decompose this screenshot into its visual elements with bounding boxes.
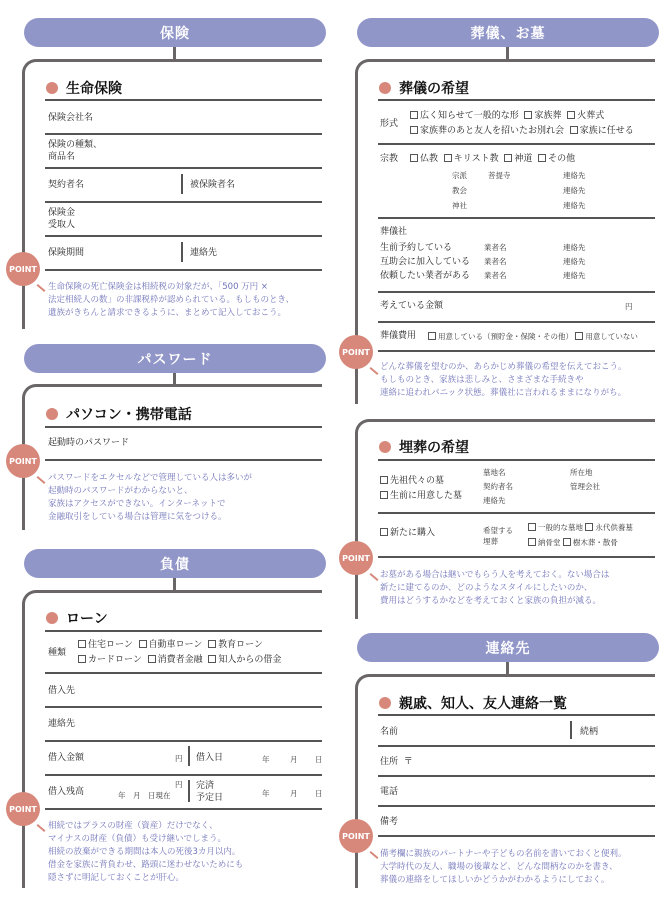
point-badge	[6, 252, 40, 286]
checkbox-education-loan[interactable]	[208, 640, 263, 650]
field-location[interactable]: 所在地	[570, 468, 593, 477]
checkbox-cost-prepared[interactable]	[428, 332, 573, 341]
checkbox-icon	[139, 640, 147, 648]
note-line: 費用はどうするかなどを考えておくと家族の負担が減る。	[380, 596, 602, 606]
divider	[378, 714, 655, 716]
checkbox-cremation[interactable]	[567, 111, 604, 121]
field-company[interactable]: 保険会社名	[48, 113, 94, 123]
note-line: パスワードをエクセルなどで管理している人は多いが	[48, 473, 253, 483]
password-note	[48, 472, 252, 524]
year-unit: 年	[262, 755, 270, 764]
option-label: 生前に用意した墓	[390, 491, 463, 501]
checkbox-icon	[524, 111, 532, 119]
option-label: 家族葬のあと友人を招いたお別れ会	[420, 126, 565, 136]
field-startup-password[interactable]: 起動時のパスワード	[48, 438, 130, 448]
bullet-dot-icon	[46, 82, 58, 94]
divider	[378, 143, 655, 145]
checkbox-icon	[208, 640, 216, 648]
bullet-dot-icon	[379, 82, 391, 94]
loan-kinds-row2	[78, 654, 281, 666]
divider	[378, 556, 655, 558]
option-label: 用意している（預貯金・保険・その他）	[438, 332, 573, 341]
divider	[45, 269, 322, 271]
yen-unit: 円	[175, 780, 183, 789]
month-unit: 月	[290, 789, 298, 798]
title-text: 埋葬の希望	[399, 440, 469, 456]
checkbox-icon	[380, 528, 388, 536]
checkbox-icon	[570, 126, 578, 134]
note-line: 葬儀の連絡をしてほしいかどうかがわかるようにしておく。	[380, 875, 610, 885]
divider	[45, 459, 322, 461]
note-line: 生命保険の死亡保険金は相続税の対象だが、「500 万円 ×	[48, 282, 269, 292]
checkbox-shinto[interactable]	[504, 154, 532, 164]
section-header-funeral	[357, 18, 659, 47]
form-row1	[410, 110, 604, 122]
point-badge	[339, 541, 373, 575]
checkbox-personal-loan[interactable]	[208, 655, 281, 665]
field-management[interactable]: 管理会社	[570, 482, 600, 491]
life-insurance-title	[46, 78, 122, 98]
field-lender[interactable]: 借入先	[48, 686, 76, 696]
divider	[378, 745, 655, 747]
option-label: 広く知らせて一般的な形	[420, 111, 519, 121]
divider	[45, 630, 322, 632]
note-line: 起動時のパスワードがわからないと、	[48, 486, 193, 496]
divider	[45, 201, 322, 203]
divider	[45, 99, 322, 101]
checkbox-christianity[interactable]	[444, 154, 499, 164]
funeral-note	[380, 361, 627, 400]
point-badge	[6, 444, 40, 478]
checkbox-icon	[575, 332, 583, 340]
religion-field-temple[interactable]: 菩提寺	[488, 171, 511, 180]
checkbox-card-loan[interactable]	[78, 655, 142, 665]
religion-field-contact[interactable]: 連絡先	[563, 171, 586, 180]
funeral-company-label: 葬儀社	[380, 227, 408, 237]
field-address[interactable]	[380, 756, 413, 768]
section-header-password	[24, 344, 326, 373]
field-amount[interactable]: 借入金額	[48, 753, 85, 763]
day-unit: 日	[315, 789, 323, 798]
religion-field-sect[interactable]: 宗派	[452, 171, 467, 180]
company-row-vendor[interactable]: 業者名	[484, 257, 507, 266]
divider	[45, 235, 322, 237]
section-header-contacts	[357, 633, 659, 662]
column-separator	[188, 746, 190, 766]
option-label: 家族葬	[534, 111, 562, 121]
line: 予定日	[196, 793, 224, 803]
divider	[378, 775, 655, 777]
field-type-label[interactable]	[48, 139, 102, 163]
column-separator	[570, 721, 572, 739]
field-borrow-date[interactable]: 借入日	[196, 753, 224, 763]
field-contractor[interactable]: 契約者名	[48, 180, 85, 190]
point-badge	[339, 819, 373, 853]
checkbox-perpetual-memorial[interactable]	[585, 523, 633, 532]
divider	[45, 740, 322, 742]
note-line: もしものとき、家族は悲しみと、さまざまな手続きや	[380, 375, 584, 385]
field-contact[interactable]: 連絡先	[190, 248, 218, 258]
section-header-label: 負債	[160, 556, 190, 573]
note-line: 連絡に追われパニック状態。葬儀社に言われるままになりがち。	[380, 388, 627, 398]
option-label: 永代供養墓	[595, 523, 633, 532]
field-contact[interactable]: 連絡先	[48, 719, 76, 729]
option-label: 一般的な墓地	[538, 523, 583, 532]
field-phone[interactable]: 電話	[380, 787, 399, 797]
kind-label: 種類	[48, 648, 67, 658]
column-separator	[188, 780, 190, 802]
checkbox-icon	[410, 154, 418, 162]
note-line: 借金を家族に背負わせ、路頭に迷わせないためにも	[48, 860, 244, 870]
wish-label	[483, 525, 513, 547]
divider	[45, 774, 322, 776]
checkbox-family-funeral[interactable]	[524, 111, 561, 121]
checkbox-icon	[380, 491, 388, 499]
divider	[45, 808, 322, 810]
religion-field-shrine[interactable]: 神社	[452, 201, 467, 210]
as-of-date: 年 月 日現在	[118, 791, 171, 800]
wish-row1	[528, 522, 633, 533]
note-line: お墓がある場合は継いでもらう人を考えておく。ない場合は	[380, 570, 610, 580]
point-label: POINT	[9, 264, 37, 274]
address-label: 住所	[380, 757, 399, 767]
checkbox-cost-not-prepared[interactable]	[575, 332, 638, 341]
day-unit: 日	[315, 755, 323, 764]
option-label: 消費者金融	[157, 655, 203, 665]
line: 希望する	[483, 526, 513, 535]
checkbox-icon	[504, 154, 512, 162]
field-balance[interactable]: 借入残高	[48, 787, 85, 797]
point-badge	[6, 792, 40, 826]
insurance-note	[48, 281, 294, 320]
bullet-dot-icon	[379, 441, 391, 453]
note-line: 隠さずに明記しておくことが肝心。	[48, 873, 185, 883]
option-label: 先祖代々の墓	[390, 476, 445, 486]
section-header-label: 連絡先	[485, 640, 531, 657]
option-label: 住宅ローン	[88, 640, 133, 650]
option-label: その他	[548, 154, 576, 164]
checkbox-general-cemetery[interactable]	[528, 523, 583, 532]
note-line: 相続ではプラスの財産（資産）だけでなく、	[48, 821, 218, 831]
divider	[45, 167, 322, 169]
checkbox-icon	[567, 111, 575, 119]
point-label: POINT	[9, 456, 37, 466]
burial-note	[380, 569, 609, 608]
line: 保険金	[48, 208, 76, 218]
postal-mark: 〒	[403, 757, 413, 767]
checkbox-icon	[78, 640, 86, 648]
divider	[378, 459, 655, 461]
option-label: 教育ローン	[218, 640, 263, 650]
note-line: 家族はアクセスができない。インターネットで	[48, 499, 226, 509]
loan-kinds-row1	[78, 639, 263, 651]
yen-unit: 円	[625, 302, 633, 311]
checkbox-housing-loan[interactable]	[78, 640, 133, 650]
note-line: 相続の放棄ができる期間は本人の死後3カ月以内。	[48, 847, 241, 857]
note-line: 備考欄に親族のパートナーや子どもの名前を書いておくと便利。	[380, 849, 627, 859]
cost-label: 葬儀費用	[380, 331, 417, 341]
field-insured[interactable]: 被保険者名	[190, 180, 236, 190]
checkbox-icon	[410, 111, 418, 119]
divider	[45, 426, 322, 428]
divider	[378, 217, 655, 219]
contacts-note	[380, 848, 627, 887]
checkbox-icon	[380, 476, 388, 484]
divider	[378, 835, 655, 837]
field-budget[interactable]: 考えている金額	[380, 301, 444, 311]
company-row-vendor[interactable]: 業者名	[484, 243, 507, 252]
note-line: 新たに建てるのか、どのようなスタイルにしたいのか、	[380, 583, 593, 593]
section-header-label: パスワード	[137, 351, 213, 368]
divider	[378, 805, 655, 807]
checkbox-new-purchase[interactable]	[380, 527, 435, 539]
option-label: 樹木葬・散骨	[572, 538, 618, 547]
yen-unit: 円	[175, 754, 183, 763]
field-cemetery-name[interactable]: 墓地名	[483, 468, 506, 477]
note-line: 法定相続人の数」の非課税枠が認められている。もしものとき、	[48, 295, 295, 305]
checkbox-farewell-party[interactable]	[410, 126, 564, 136]
checkbox-ancestral-grave[interactable]	[380, 475, 444, 487]
checkbox-buddhism[interactable]	[410, 154, 438, 164]
note-line: 金融取引をしている場合は管理に気をつける。	[48, 512, 227, 522]
point-label: POINT	[342, 831, 370, 841]
company-row-label: 互助会に加入している	[380, 257, 471, 267]
column-separator	[181, 174, 183, 194]
field-period[interactable]: 保険期間	[48, 248, 85, 258]
checkbox-other[interactable]	[538, 154, 575, 164]
burial-wish-title	[379, 437, 469, 457]
point-badge	[339, 335, 373, 369]
note-line: 大学時代の友人、職場の後輩など、どんな間柄なのかを書き、	[380, 862, 618, 872]
divider	[45, 133, 322, 135]
loan-title	[46, 608, 108, 628]
note-line: 遺族がきちんと請求できるように、まとめて記入しておこう。	[48, 308, 287, 318]
field-contact[interactable]: 連絡先	[483, 496, 506, 505]
section-header-debt	[24, 549, 326, 578]
bullet-dot-icon	[46, 408, 58, 420]
point-label: POINT	[9, 804, 37, 814]
company-row-contact[interactable]: 連絡先	[563, 243, 586, 252]
checkbox-icon	[528, 538, 536, 546]
option-label: 自動車ローン	[148, 640, 203, 650]
company-row-label: 生前予約している	[380, 243, 453, 253]
option-label: 神道	[514, 154, 533, 164]
field-repay-date[interactable]	[196, 780, 223, 804]
checkbox-icon	[528, 523, 536, 531]
divider	[378, 512, 655, 514]
checkbox-car-loan[interactable]	[139, 640, 203, 650]
section-header-insurance	[24, 18, 326, 47]
pc-phone-title	[46, 404, 192, 424]
title-text: 生命保険	[66, 81, 122, 97]
checkbox-icon	[563, 538, 571, 546]
field-relation[interactable]: 続柄	[580, 727, 599, 737]
divider	[45, 672, 322, 674]
checkbox-icon	[428, 332, 436, 340]
checkbox-icon	[208, 655, 216, 663]
title-text: 親戚、知人、友人連絡一覧	[399, 696, 567, 712]
field-beneficiary[interactable]	[48, 207, 75, 231]
month-unit: 月	[290, 755, 298, 764]
contact-list-title	[379, 693, 567, 713]
title-text: パソコン・携帯電話	[66, 407, 192, 423]
note-line: どんな葬儀を望むのか、あらかじめ葬儀の希望を伝えておこう。	[380, 362, 627, 372]
line: 受取人	[48, 220, 76, 230]
option-label: 納骨堂	[538, 538, 561, 547]
religion-field-contact[interactable]: 連絡先	[563, 186, 586, 195]
checkbox-ossuary[interactable]	[528, 538, 561, 547]
option-label: 新たに購入	[390, 528, 436, 538]
bullet-dot-icon	[379, 697, 391, 709]
section-header-label: 葬儀、お墓	[470, 25, 546, 42]
divider	[378, 291, 655, 293]
point-label: POINT	[342, 553, 370, 563]
checkbox-icon	[585, 523, 593, 531]
note-line: マイナスの財産（負債）も受け継いでしまう。	[48, 834, 226, 844]
wish-row2	[528, 537, 618, 548]
divider	[378, 321, 655, 323]
option-label: 用意していない	[585, 332, 638, 341]
divider	[45, 706, 322, 708]
company-row-contact[interactable]: 連絡先	[563, 257, 586, 266]
section-header-label: 保険	[160, 25, 190, 42]
company-row-label: 依頼したい業者がある	[380, 271, 471, 281]
point-label: POINT	[342, 347, 370, 357]
debt-note	[48, 820, 243, 885]
company-row-contact[interactable]: 連絡先	[563, 271, 586, 280]
year-unit: 年	[262, 789, 270, 798]
religion-label: 宗教	[380, 154, 399, 164]
checkbox-general[interactable]	[410, 111, 519, 121]
option-label: 家族に任せる	[579, 126, 634, 136]
line: 商品名	[48, 152, 76, 162]
checkbox-icon	[538, 154, 546, 162]
checkbox-icon	[148, 655, 156, 663]
option-label: カードローン	[88, 655, 142, 665]
checkbox-icon	[444, 154, 452, 162]
form-label: 形式	[380, 119, 399, 129]
option-label: 仏教	[420, 154, 439, 164]
field-contractor[interactable]: 契約者名	[483, 482, 513, 491]
line: 保険の種類、	[48, 140, 103, 150]
checkbox-prepared-grave[interactable]	[380, 490, 462, 502]
religion-options	[410, 153, 575, 165]
option-label: 知人からの借金	[218, 655, 282, 665]
checkbox-leave-to-family[interactable]	[570, 126, 634, 136]
checkbox-tree-burial[interactable]	[563, 538, 618, 547]
checkbox-icon	[78, 655, 86, 663]
religion-field-church[interactable]: 教会	[452, 186, 467, 195]
funeral-wish-title	[379, 78, 469, 98]
field-name[interactable]: 名前	[380, 727, 399, 737]
divider	[378, 99, 655, 101]
option-label: キリスト教	[453, 154, 499, 164]
checkbox-consumer-finance[interactable]	[148, 655, 203, 665]
field-remarks[interactable]: 備考	[380, 817, 399, 827]
religion-field-contact[interactable]: 連絡先	[563, 201, 586, 210]
title-text: ローン	[66, 611, 108, 627]
option-label: 火葬式	[577, 111, 605, 121]
cost-options	[428, 331, 638, 342]
line: 完済	[196, 781, 215, 791]
title-text: 葬儀の希望	[399, 81, 469, 97]
company-row-vendor[interactable]: 業者名	[484, 271, 507, 280]
checkbox-icon	[410, 126, 418, 134]
line: 埋葬	[483, 537, 498, 546]
bullet-dot-icon	[46, 612, 58, 624]
divider	[378, 350, 655, 352]
form-row2	[410, 125, 634, 137]
column-separator	[181, 242, 183, 262]
